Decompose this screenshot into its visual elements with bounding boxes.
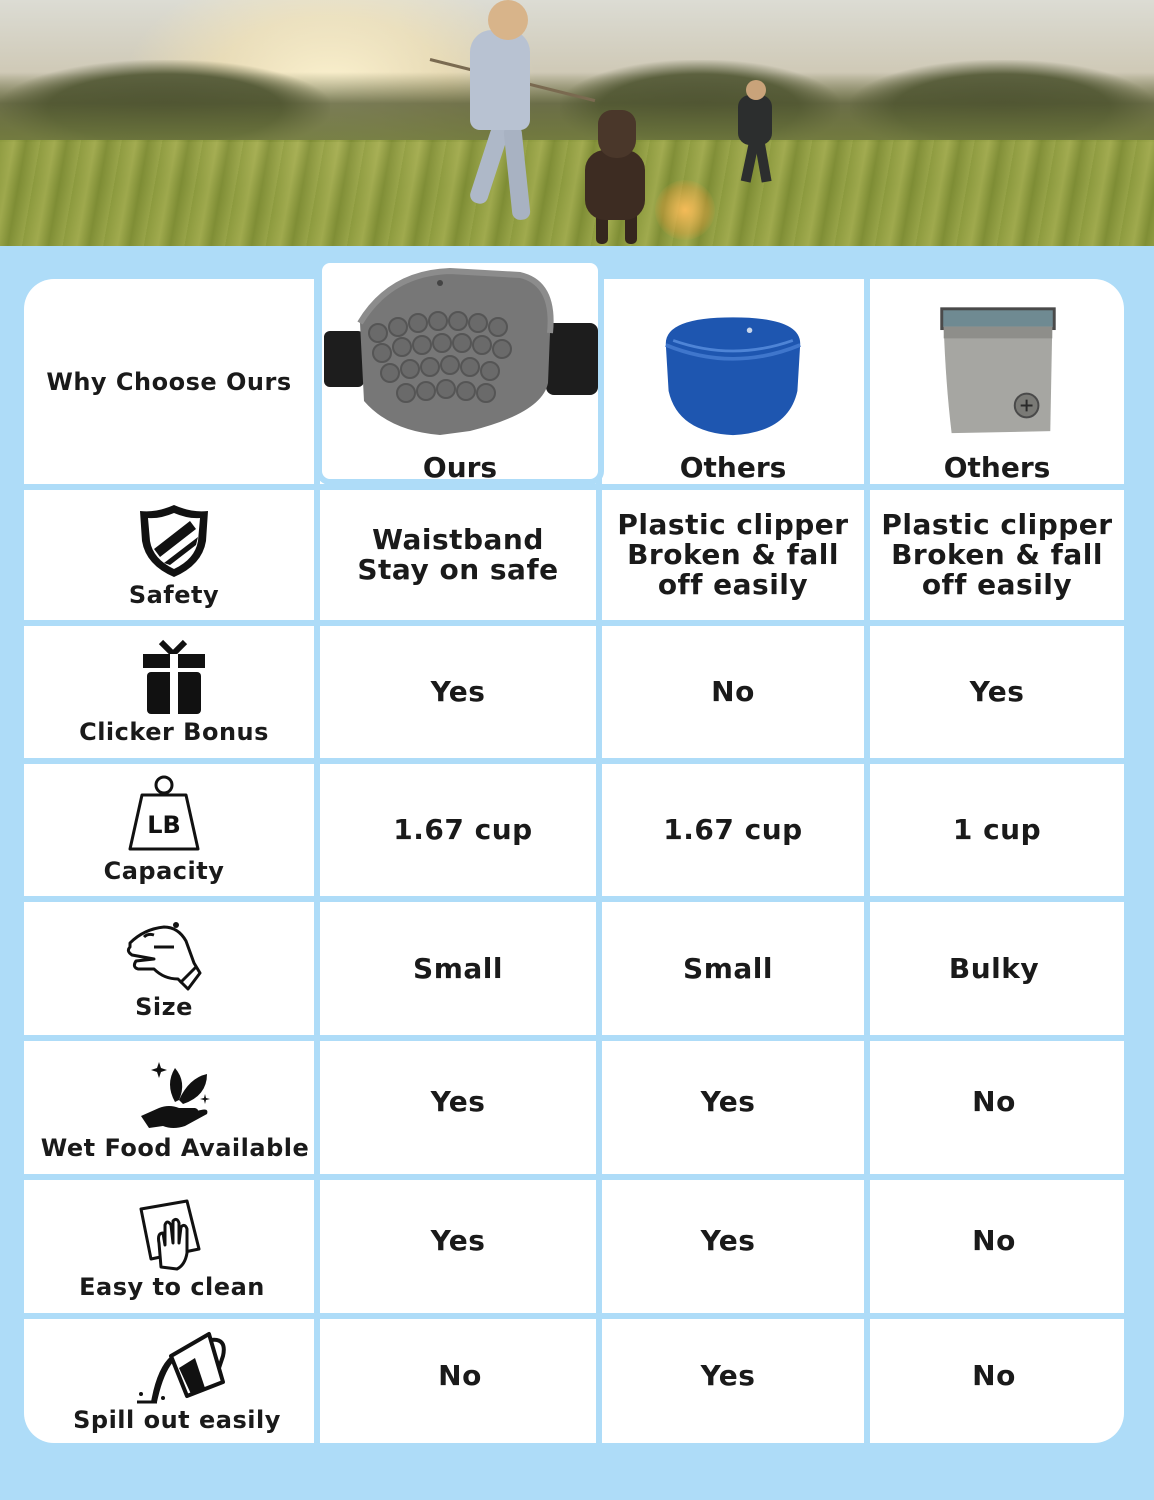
cell-value: No [972, 1085, 1016, 1118]
cell-value: Small [683, 951, 773, 985]
cell-value: Plastic clipper Broken & fall off easily [617, 508, 849, 601]
row-label-easy-clean [24, 1180, 320, 1313]
wipe-hand-icon [137, 1193, 207, 1273]
cell-others-2-spill [870, 1319, 1118, 1433]
cell-value: Bulky [948, 951, 1040, 985]
row-label-capacity [14, 764, 314, 896]
cell-value: Yes [969, 675, 1025, 708]
shield-icon [134, 501, 214, 581]
row-label-text: Spill out easily [73, 1406, 281, 1434]
cell-others-1-size [602, 902, 854, 1035]
cell-value: Waistband Stay on safe [357, 523, 559, 586]
cell-ours-wet-food [320, 1041, 596, 1163]
others-1-product-cell [602, 279, 864, 484]
cell-others-1-spill [602, 1319, 854, 1433]
cell-value: 1.67 cup [663, 813, 803, 846]
cell-value: 1 cup [952, 813, 1042, 846]
others-2-product-cell [870, 279, 1124, 484]
others-1-column-label: Others [679, 451, 787, 484]
row-label-text: Size [135, 992, 193, 1021]
cell-value: Yes [700, 1224, 756, 1257]
cell-others-1-clicker [602, 626, 864, 758]
cell-value: Yes [430, 675, 486, 708]
row-label-text: Capacity [103, 857, 225, 885]
cell-others-1-easy-clean [602, 1180, 854, 1302]
cell-value: Yes [430, 1085, 486, 1118]
header-title-cell [24, 279, 314, 484]
ours-product-cell [316, 257, 604, 485]
cell-others-2-wet-food [870, 1041, 1118, 1163]
row-label-text: Clicker Bonus [79, 718, 269, 746]
cell-ours-safety [320, 490, 596, 620]
pouring-jug-icon [127, 1328, 227, 1406]
others-blue-pouch-image [638, 299, 828, 437]
pinch-hand-icon [124, 917, 204, 993]
cell-value: Yes [700, 1359, 756, 1392]
cell-ours-clicker [320, 626, 596, 758]
cell-value: No [972, 1224, 1016, 1257]
cell-ours-size [320, 902, 596, 1035]
row-label-spill [24, 1319, 330, 1443]
cell-value: 1.67 cup [393, 813, 533, 846]
ours-product-image [320, 263, 600, 443]
row-label-text: Wet Food Available [40, 1133, 310, 1162]
cell-value: Yes [700, 1085, 756, 1118]
cell-others-2-easy-clean [870, 1180, 1118, 1302]
cell-value: Yes [430, 1224, 486, 1257]
weight-icon-text: LB [147, 811, 181, 839]
cell-others-2-size [870, 902, 1118, 1035]
gift-icon [139, 638, 209, 718]
row-label-clicker-bonus [24, 626, 324, 758]
cell-value: Plastic clipper Broken & fall off easily [881, 508, 1113, 601]
hand-leaf-icon [135, 1054, 215, 1134]
row-label-safety [24, 490, 324, 620]
row-label-wet-food [24, 1041, 326, 1174]
ours-column-label: Ours [422, 451, 498, 484]
row-label-text: Safety [128, 581, 220, 609]
cell-value: No [972, 1359, 1016, 1392]
hero-photo [0, 0, 1154, 246]
cell-ours-capacity [320, 764, 606, 896]
cell-value: No [438, 1359, 482, 1392]
cell-others-2-capacity [870, 764, 1124, 896]
cell-ours-easy-clean [320, 1180, 596, 1302]
cell-value: Small [413, 951, 503, 985]
others-grey-bag-image [917, 295, 1077, 443]
cell-others-2-safety [870, 490, 1124, 620]
cell-ours-spill [320, 1319, 600, 1433]
row-label-size [14, 902, 314, 1035]
weight-icon [124, 775, 204, 857]
cell-others-1-safety [602, 490, 864, 620]
cell-others-2-clicker [870, 626, 1124, 758]
header-title: Why Choose Ours [46, 367, 292, 396]
cell-value: No [711, 675, 755, 708]
cell-others-1-wet-food [602, 1041, 854, 1163]
others-2-column-label: Others [943, 451, 1051, 484]
cell-others-1-capacity [602, 764, 864, 896]
row-label-text: Easy to clean [79, 1272, 265, 1301]
